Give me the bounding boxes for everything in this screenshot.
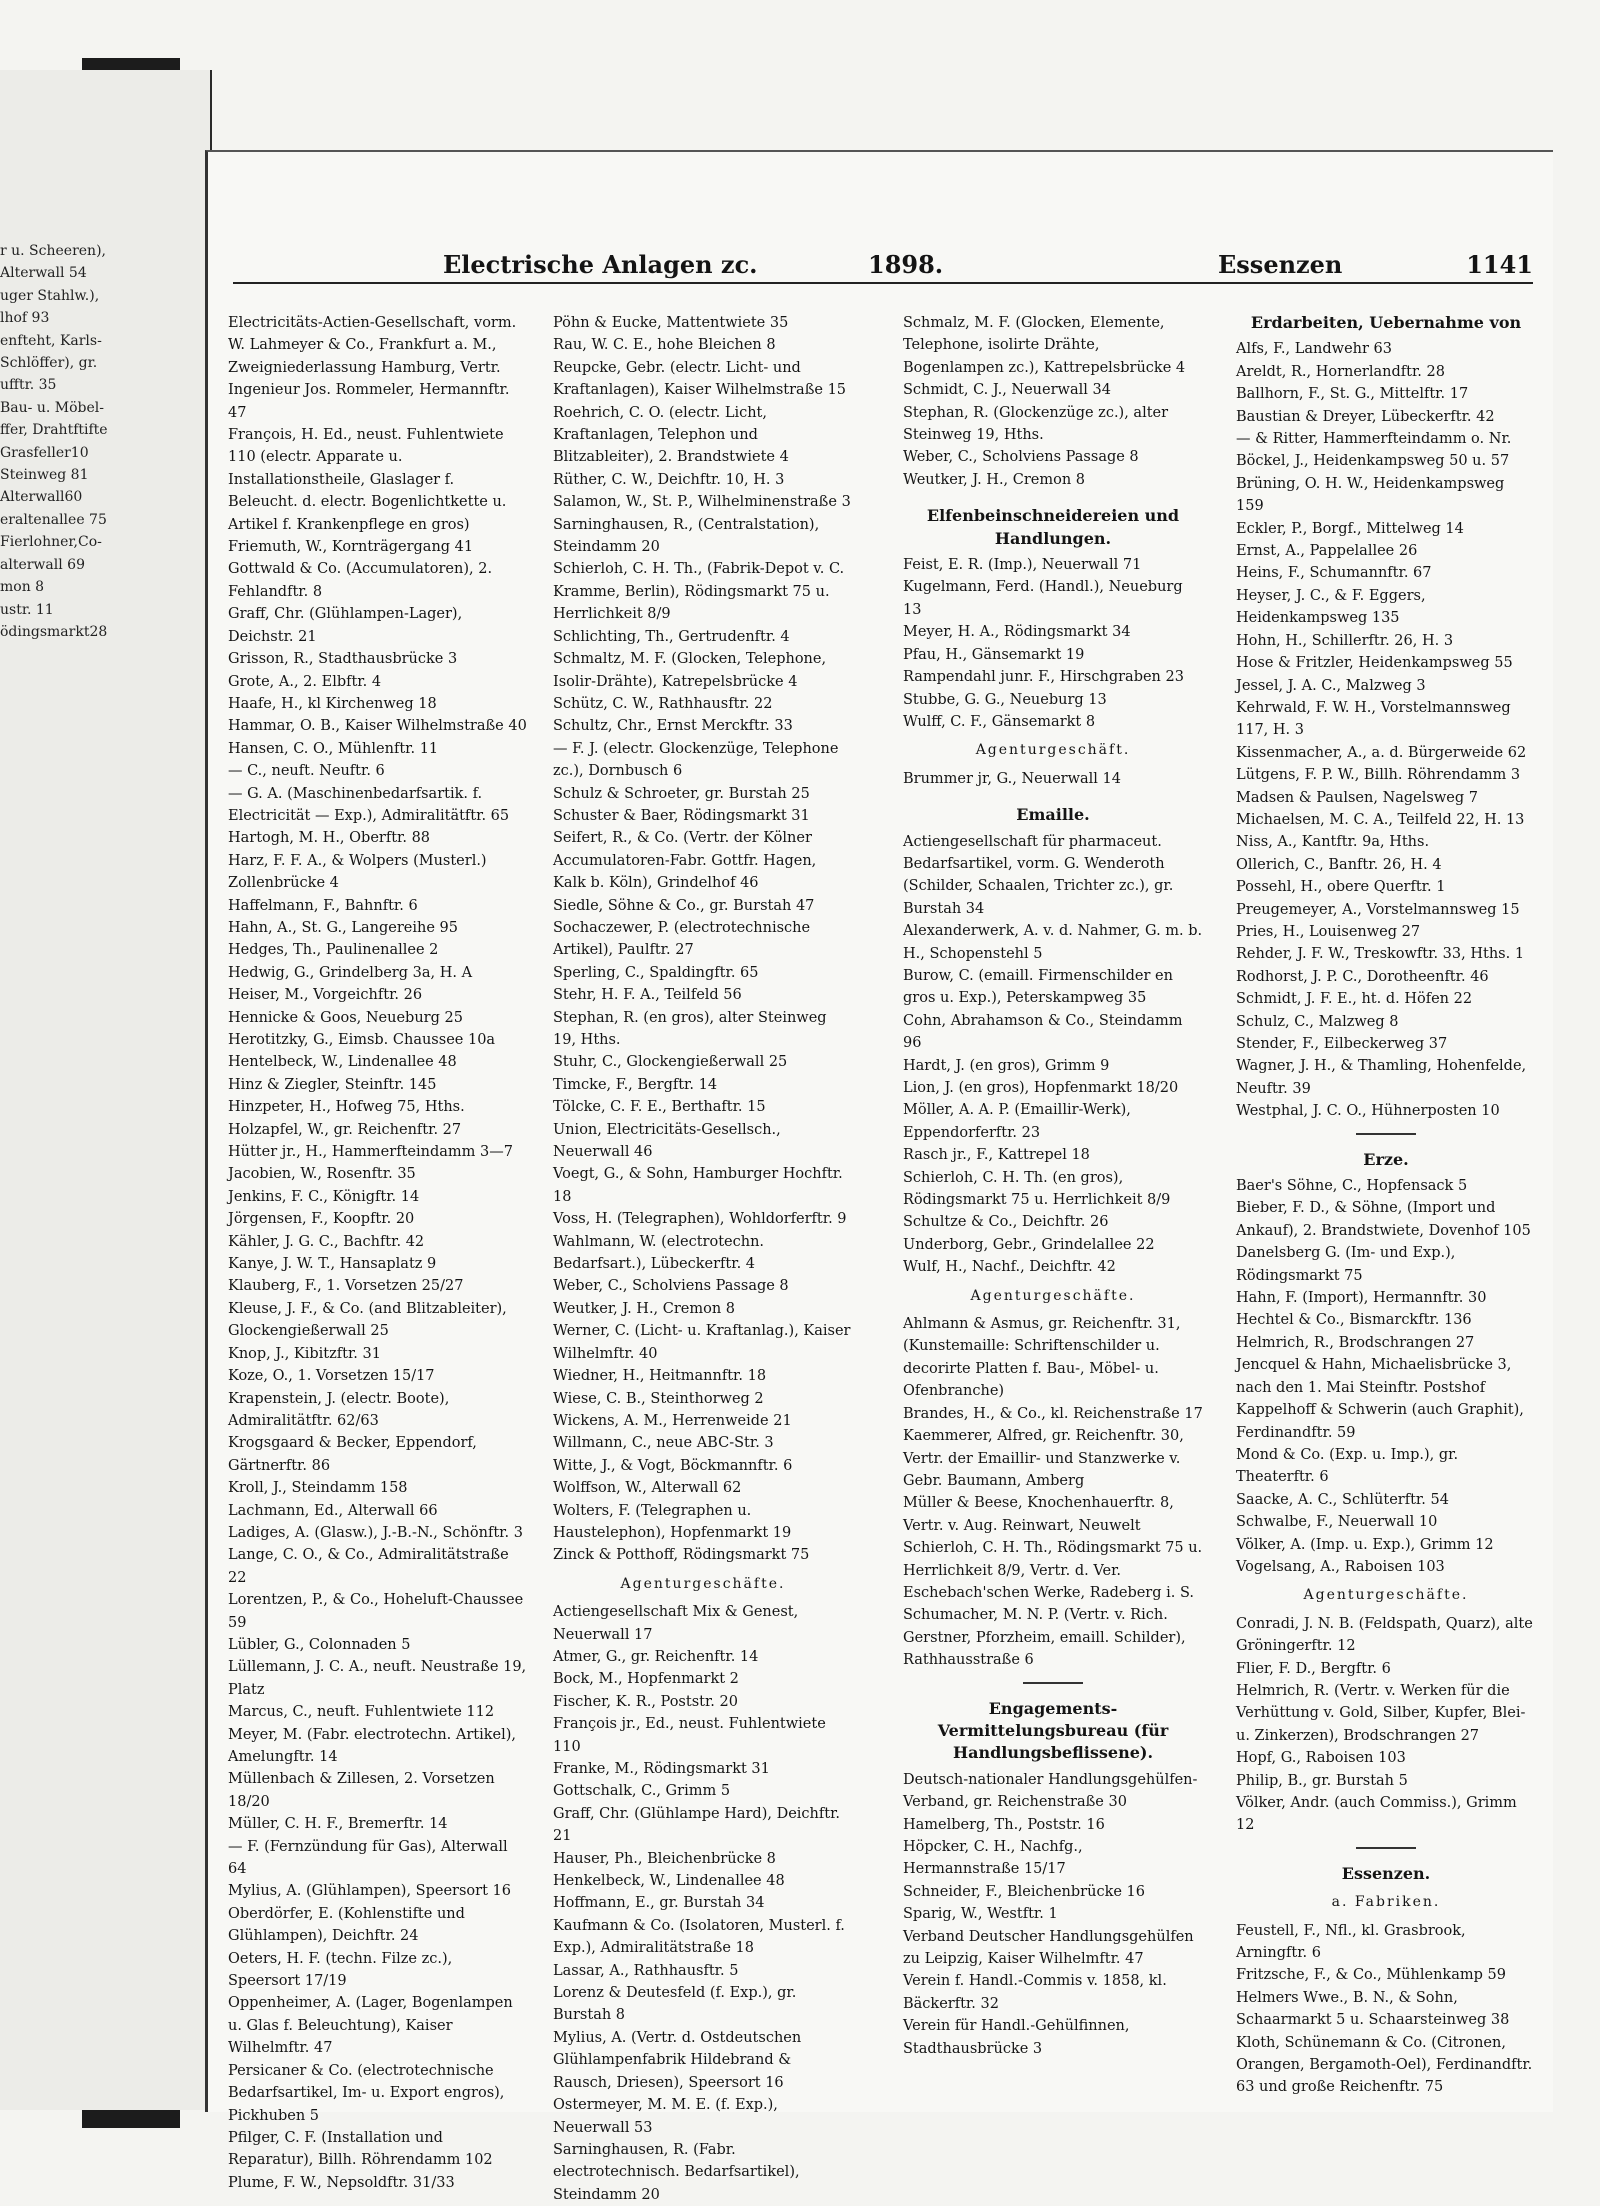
directory-entry: Kanye, J. W. T., Hansaplatz 9: [228, 1256, 437, 1273]
directory-entry: Hardt, J. (en gros), Grimm 9: [903, 1057, 1110, 1074]
directory-entry: Schmalz, M. F. (Glocken, Elemente, Telephone, isolirte Drähte, Bogenlampen zc.), Kattrepelsbrücke 4: [903, 315, 1186, 376]
directory-entry: Kähler, J. G. C., Bachftr. 42: [228, 1233, 425, 1250]
left-page-line: r u. Scheeren),: [0, 243, 106, 259]
directory-entry: Reupcke, Gebr. (electr. Licht- und Kraftanlagen), Kaiser Wilhelmstraße 15: [553, 359, 847, 399]
directory-entry: Niss, A., Kantftr. 9a, Hths.: [1236, 834, 1430, 851]
directory-entry: Wiese, C. B., Steinthorweg 2: [553, 1390, 764, 1407]
directory-entry: Schulz & Schroeter, gr. Burstah 25: [553, 785, 810, 802]
directory-entry: Wolters, F. (Telegraphen u. Haustelephon), Hopfenmarkt 19: [553, 1502, 792, 1541]
directory-entry: Werner, C. (Licht- u. Kraftanlag.), Kaiser Wilhelmftr. 40: [553, 1323, 851, 1362]
directory-entry: Hechtel & Co., Bismarckftr. 136: [1236, 1312, 1472, 1329]
directory-entry: Schwalbe, F., Neuerwall 10: [1236, 1514, 1438, 1531]
directory-entry: Lassar, A., Rathhausftr. 5: [553, 1962, 739, 1979]
header-next-section: Essenzen: [1218, 250, 1343, 279]
directory-entry: Jessel, J. A. C., Malzweg 3: [1236, 677, 1426, 694]
directory-entry: Meyer, M. (Fabr. electrotechn. Artikel), Amelungftr. 14: [228, 1726, 517, 1765]
directory-entry: Kehrwald, F. W. H., Vorstelmannsweg 117, H. 3: [1236, 699, 1511, 739]
directory-entry: Helmers Wwe., B. N., & Sohn, Schaarmarkt 5 u. Schaarsteinweg 38: [1236, 1989, 1510, 2029]
directory-entry: Hentelbeck, W., Lindenallee 48: [228, 1054, 457, 1071]
left-page-line: alterwall 69: [0, 556, 85, 573]
emaille-heading: Emaille.: [1016, 805, 1090, 825]
directory-entry: Roehrich, C. O. (electr. Licht, Kraftanlagen, Telephon und Blitzableiter), 2. Brandstwiete 4: [553, 404, 789, 466]
section-rule: [1356, 1133, 1416, 1135]
directory-entry: Hennicke & Goos, Neueburg 25: [228, 1009, 463, 1026]
directory-entry: Westphal, J. C. O., Hühnerposten 10: [1236, 1103, 1500, 1120]
directory-page: [205, 150, 1553, 2203]
directory-entry: Lüllemann, J. C. A., neuft. Neustraße 19, Platz: [228, 1659, 527, 1698]
directory-entry: Deutsch-nationaler Handlungsgehülfen-Verband, gr. Reichenstraße 30: [903, 1771, 1198, 1811]
directory-entry: Wolffson, W., Alterwall 62: [553, 1480, 742, 1497]
directory-entry: Union, Electricitäts-Gesellsch., Neuerwall 46: [553, 1121, 781, 1161]
directory-entry: Wagner, J. H., & Thamling, Hohenfelde, Neuftr. 39: [1236, 1058, 1527, 1097]
directory-entry: Tölcke, C. F. E., Berthaftr. 15: [553, 1099, 766, 1116]
directory-entry: Actiengesellschaft Mix & Genest, Neuerwall 17: [553, 1604, 799, 1643]
directory-entry: Rehder, J. F. W., Treskowftr. 33, Hths. 1: [1236, 946, 1525, 963]
directory-entry: Oberdörfer, E. (Kohlenstifte und Glühlampen), Deichftr. 24: [228, 1905, 465, 1945]
directory-entry: Hahn, A., St. G., Langereihe 95: [228, 919, 458, 936]
left-page-fragments: [0, 240, 108, 643]
directory-entry: Jacobien, W., Rosenftr. 35: [228, 1166, 416, 1183]
directory-entry: Wiedner, H., Heitmannftr. 18: [553, 1368, 767, 1385]
directory-entry: Pfau, H., Gänsemarkt 19: [903, 646, 1085, 663]
directory-entry: Ostermeyer, M. M. E. (f. Exp.), Neuerwall 53: [553, 2097, 778, 2136]
directory-entry: Müller, C. H. F., Bremerftr. 14: [228, 1816, 448, 1833]
directory-entry: Möller, A. A. P. (Emaillir-Werk), Eppendorferftr. 23: [903, 1102, 1131, 1141]
essenzen-subheading: a. Fabriken.: [1331, 1894, 1441, 1911]
page-number: 1141: [1466, 250, 1533, 279]
ivory-agency-heading: Agenturgeschäft.: [975, 742, 1131, 759]
erze-agency-heading: Agenturgeschäfte.: [1303, 1587, 1469, 1604]
left-page-line: Alterwall60: [0, 489, 83, 506]
directory-entry: Grote, A., 2. Elbftr. 4: [228, 673, 382, 690]
directory-entry: Kissenmacher, A., a. d. Bürgerweide 62: [1236, 744, 1527, 761]
directory-entry: Lorentzen, P., & Co., Hoheluft-Chaussee 59: [228, 1592, 524, 1631]
directory-entry: Hose & Fritzler, Heidenkampsweg 55: [1236, 655, 1513, 672]
directory-entry: Hedwig, G., Grindelberg 3a, H. A: [228, 964, 473, 981]
directory-entry: Schierloh, C. H. Th., (Fabrik-Depot v. C. Kramme, Berlin), Rödingsmarkt 75 u. Herrlichkeit 8/9: [553, 561, 845, 623]
directory-entry: Hamelberg, Th., Poststr. 16: [903, 1816, 1105, 1833]
directory-entry: François, H. Ed., neust. Fuhlentwiete 110 (electr. Apparate u. Installationstheile, Glaslager f. Beleucht. d. electr. Bogenlichtkette u. Artikel f. Krankenpflege en gros): [228, 427, 507, 533]
column-3: [903, 312, 1203, 2060]
left-page-line: Steinweg 81: [0, 467, 89, 484]
directory-entry: François jr., Ed., neust. Fuhlentwiete 110: [553, 1716, 826, 1755]
directory-entry: Wulff, C. F., Gänsemarkt 8: [903, 713, 1096, 730]
directory-entry: Feustell, F., Nfl., kl. Grasbrook, Arningftr. 6: [1236, 1922, 1466, 1962]
directory-entry: Jenkins, F. C., Königftr. 14: [228, 1188, 420, 1205]
directory-entry: Weutker, J. H., Cremon 8: [903, 471, 1086, 488]
directory-entry: Feist, E. R. (Imp.), Neuerwall 71: [903, 557, 1142, 574]
directory-entry: Schierloh, C. H. Th. (en gros), Rödingsmarkt 75 u. Herrlichkeit 8/9: [903, 1169, 1171, 1209]
directory-entry: Eckler, P., Borgf., Mittelweg 14: [1236, 520, 1464, 537]
directory-entry: Mylius, A. (Vertr. d. Ostdeutschen Glühlampenfabrik Hildebrand & Rausch, Driesen), Speersort 16: [553, 2029, 802, 2091]
directory-entry: Rampendahl junr. F., Hirschgraben 23: [903, 669, 1184, 686]
erdarbeiten-heading: Erdarbeiten, Uebernahme von: [1250, 313, 1522, 332]
directory-entry: Hartogh, M. H., Oberftr. 88: [228, 830, 431, 847]
directory-entry: Schütz, C. W., Rathhausftr. 22: [553, 695, 773, 712]
directory-entry: Friemuth, W., Kornträgergang 41: [228, 539, 474, 556]
directory-entry: Jörgensen, F., Koopftr. 20: [228, 1211, 415, 1228]
directory-entry: Rau, W. C. E., hohe Bleichen 8: [553, 337, 776, 354]
directory-entry: Grisson, R., Stadthausbrücke 3: [228, 651, 458, 668]
directory-entry: Ernst, A., Pappelallee 26: [1236, 543, 1418, 560]
directory-entry: Lütgens, F. P. W., Billh. Röhrendamm 3: [1236, 767, 1521, 784]
directory-entry: Hütter jr., H., Hammerfteindamm 3—7: [228, 1144, 513, 1161]
directory-entry: Alexanderwerk, A. v. d. Nahmer, G. m. b. H., Schopenstehl 5: [903, 923, 1203, 962]
header-year: 1898.: [868, 250, 944, 279]
directory-entry: Stuhr, C., Glockengießerwall 25: [553, 1054, 788, 1071]
directory-entry: Ahlmann & Asmus, gr. Reichenftr. 31, (Kunstemaille: Schriftenschilder u. decorirte Platten f. Bau-, Möbel- u. Ofenbranche): [903, 1316, 1181, 1400]
directory-entry: Burow, C. (emaill. Firmenschilder en gros u. Exp.), Peterskampweg 35: [903, 967, 1173, 1007]
directory-entry: Vogelsang, A., Raboisen 103: [1236, 1558, 1445, 1575]
directory-entry: Lion, J. (en gros), Hopfenmarkt 18/20: [903, 1080, 1179, 1096]
directory-entry: Kaemmerer, Alfred, gr. Reichenftr. 30, Vertr. der Emaillir- und Stanzwerke v. Gebr. Baumann, Amberg: [903, 1428, 1184, 1489]
directory-entry: Conradi, J. N. B. (Feldspath, Quarz), alte Gröningerftr. 12: [1236, 1615, 1533, 1655]
directory-entry: Brüning, O. H. W., Heidenkampsweg 159: [1236, 475, 1505, 515]
directory-entry: Bieber, F. D., & Söhne, (Import und Ankauf), 2. Brandstwiete, Dovenhof 105: [1236, 1200, 1531, 1239]
column-2: [553, 312, 853, 2206]
left-page-line: Grasfeller10: [0, 444, 89, 461]
left-page-line: enfteht, Karls-: [0, 332, 102, 349]
directory-entry: Hinzpeter, H., Hofweg 75, Hths.: [228, 1099, 465, 1116]
directory-entry: Kloth, Schünemann & Co. (Citronen, Orangen, Bergamoth-Oel), Ferdinandftr. 63 und große Reichenftr. 75: [1236, 2034, 1533, 2096]
directory-entry: Lange, C. O., & Co., Admiralitätstraße 22: [228, 1547, 509, 1586]
directory-entry: Helmrich, R., Brodschrangen 27: [1236, 1334, 1475, 1351]
directory-entry: Verein für Handl.-Gehülfinnen, Stadthausbrücke 3: [903, 2018, 1130, 2057]
essenzen-heading: Essenzen.: [1341, 1863, 1431, 1883]
directory-entry: Krapenstein, J. (electr. Boote), Admiralitätftr. 62/63: [228, 1390, 450, 1429]
directory-entry: Graff, Chr. (Glühlampen-Lager), Deichstr. 21: [228, 606, 463, 645]
directory-entry: Weber, C., Scholviens Passage 8: [553, 1278, 789, 1295]
directory-entry: Cohn, Abrahamson & Co., Steindamm 96: [903, 1012, 1183, 1052]
directory-entry: Sarninghausen, R. (Fabr. electrotechnisch. Bedarfsartikel), Steindamm 20: [553, 2141, 800, 2203]
directory-entry: — F. (Fernzündung für Gas), Alterwall 64: [228, 1838, 508, 1878]
directory-entry: Schlichting, Th., Gertrudenftr. 4: [553, 628, 790, 645]
directory-entry: Schulz, C., Malzweg 8: [1236, 1013, 1399, 1030]
directory-entry: Schmidt, J. F. E., ht. d. Höfen 22: [1236, 991, 1473, 1008]
directory-entry: Völker, A. (Imp. u. Exp.), Grimm 12: [1236, 1536, 1494, 1553]
directory-entry: Danelsberg G. (Im- und Exp.), Rödingsmarkt 75: [1236, 1245, 1456, 1284]
erze-heading: Erze.: [1363, 1149, 1409, 1169]
directory-entry: Gottschalk, C., Grimm 5: [553, 1783, 731, 1800]
directory-entry: Willmann, C., neue ABC-Str. 3: [553, 1435, 774, 1452]
directory-entry: Underborg, Gebr., Grindelallee 22: [903, 1236, 1155, 1253]
directory-entry: Voss, H. (Telegraphen), Wohldorferftr. 9: [553, 1211, 847, 1228]
directory-entry: Alfs, F., Landwehr 63: [1236, 341, 1392, 358]
directory-entry: Weutker, J. H., Cremon 8: [553, 1300, 736, 1317]
directory-entry: Hansen, C. O., Mühlenftr. 11: [228, 740, 439, 757]
directory-entry: Kappelhoff & Schwerin (auch Graphit), Ferdinandftr. 59: [1236, 1402, 1524, 1441]
directory-entry: Seifert, R., & Co. (Vertr. der Kölner Accumulatoren-Fabr. Gottfr. Hagen, Kalk b. Köln), Grindelhof 46: [553, 830, 817, 892]
directory-entry: Stender, F., Eilbeckerweg 37: [1236, 1036, 1448, 1052]
section-rule: [1023, 1682, 1083, 1684]
directory-entry: Koze, O., 1. Vorsetzen 15/17: [228, 1368, 435, 1385]
directory-entry: Weber, C., Scholviens Passage 8: [903, 449, 1139, 466]
directory-entry: Philip, B., gr. Burstah 5: [1236, 1772, 1408, 1789]
page-header: [233, 242, 1533, 284]
directory-entry: Siedle, Söhne & Co., gr. Burstah 47: [553, 897, 815, 914]
column-1: [228, 312, 528, 2194]
directory-entry: Schultze & Co., Deichftr. 26: [903, 1214, 1109, 1231]
directory-entry: Rodhorst, J. P. C., Dorotheenftr. 46: [1236, 968, 1489, 985]
directory-entry: Hauser, Ph., Bleichenbrücke 8: [553, 1850, 776, 1867]
directory-entry: Michaelsen, M. C. A., Teilfeld 22, H. 13: [1236, 811, 1525, 828]
directory-entry: Possehl, H., obere Querftr. 1: [1236, 879, 1446, 896]
directory-entry: Fritzsche, F., & Co., Mühlenkamp 59: [1236, 1967, 1506, 1984]
directory-entry: — G. A. (Maschinenbedarfsartik. f. Electricität — Exp.), Admiralitätftr. 65: [228, 785, 510, 824]
left-page-line: ustr. 11: [0, 601, 54, 618]
left-page-line: Bau- u. Möbel-: [0, 399, 104, 416]
directory-entry: Schultz, Chr., Ernst Merckftr. 33: [553, 718, 793, 735]
directory-entry: Lachmann, Ed., Alterwall 66: [228, 1502, 438, 1519]
left-page-edge: [0, 70, 212, 2110]
directory-entry: Verband Deutscher Handlungsgehülfen zu Leipzig, Kaiser Wilhelmftr. 47: [903, 1928, 1194, 1968]
directory-entry: Heyser, J. C., & F. Eggers, Heidenkampsweg 135: [1236, 587, 1426, 627]
directory-entry: Stephan, R. (Glockenzüge zc.), alter Steinweg 19, Hths.: [903, 404, 1169, 444]
directory-entry: Schmaltz, M. F. (Glocken, Telephone, Isolir-Drähte), Katrepelsbrücke 4: [553, 651, 827, 690]
directory-entry: Völker, Andr. (auch Commiss.), Grimm 12: [1236, 1795, 1517, 1834]
directory-entry: Salamon, W., St. P., Wilhelminenstraße 3: [553, 494, 851, 511]
directory-entry: Stehr, H. F. A., Teilfeld 56: [553, 987, 742, 1004]
directory-entry: Schuster & Baer, Rödingsmarkt 31: [553, 807, 810, 824]
directory-entry: — F. J. (electr. Glockenzüge, Telephone zc.), Dornbusch 6: [553, 740, 839, 780]
directory-entry: Fischer, K. R., Poststr. 20: [553, 1693, 738, 1710]
directory-entry: Helmrich, R. (Vertr. v. Werken für die Verhüttung v. Gold, Silber, Kupfer, Blei- u. Zinkerzen), Brodschrangen 27: [1236, 1682, 1526, 1744]
directory-entry: Rasch jr., F., Kattrepel 18: [903, 1147, 1090, 1164]
directory-entry: Baustian & Dreyer, Lübeckerftr. 42: [1236, 408, 1495, 425]
directory-entry: Plume, F. W., Nepsoldftr. 31/33: [228, 2174, 455, 2191]
directory-entry: Marcus, C., neuft. Fuhlentwiete 112: [228, 1704, 495, 1721]
directory-entry: Ollerich, C., Banftr. 26, H. 4: [1236, 856, 1442, 873]
directory-entry: Kroll, J., Steindamm 158: [228, 1480, 408, 1497]
directory-entry: Hedges, Th., Paulinenallee 2: [228, 942, 439, 959]
directory-entry: Witte, J., & Vogt, Böckmannftr. 6: [553, 1457, 793, 1474]
directory-entry: Voegt, G., & Sohn, Hamburger Hochftr. 18: [553, 1166, 843, 1205]
directory-entry: Rüther, C. W., Deichftr. 10, H. 3: [553, 471, 785, 488]
directory-entry: Lübler, G., Colonnaden 5: [228, 1636, 411, 1653]
directory-entry: Pries, H., Louisenweg 27: [1236, 923, 1421, 940]
directory-entry: Schumacher, M. N. P. (Vertr. v. Rich. Gerstner, Pforzheim, emaill. Schilder), Rathhausstraße 6: [903, 1607, 1186, 1669]
directory-entry: Höpcker, C. H., Nachfg., Hermannstraße 15/17: [903, 1839, 1083, 1878]
directory-entry: Baer's Söhne, C., Hopfensack 5: [1236, 1178, 1468, 1195]
directory-entry: Müller & Beese, Knochenhauerftr. 8, Vertr. v. Aug. Reinwart, Neuwelt: [903, 1495, 1174, 1534]
emaille-agency-heading: Agenturgeschäfte.: [970, 1287, 1136, 1304]
directory-entry: Saacke, A. C., Schlüterftr. 54: [1236, 1491, 1449, 1508]
directory-entry: Hohn, H., Schillerftr. 26, H. 3: [1236, 632, 1454, 649]
directory-entry: Heins, F., Schumannftr. 67: [1236, 565, 1432, 582]
directory-entry: Ladiges, A. (Glasw.), J.-B.-N., Schönftr. 3: [228, 1524, 523, 1541]
ivory-heading: Elfenbeinschneidereien und Handlungen.: [926, 506, 1180, 548]
directory-entry: Stubbe, G. G., Neueburg 13: [903, 691, 1107, 708]
directory-entry: Hoffmann, E., gr. Burstah 34: [553, 1895, 765, 1912]
directory-entry: Gottwald & Co. (Accumulatoren), 2. Fehlandftr. 8: [228, 561, 493, 600]
directory-entry: Persicaner & Co. (electrotechnische Bedarfsartikel, Im- u. Export engros), Pickhuben 5: [228, 2062, 505, 2124]
directory-entry: Heiser, M., Vorgeichftr. 26: [228, 987, 423, 1004]
directory-entry: Schneider, F., Bleichenbrücke 16: [903, 1883, 1145, 1900]
directory-entry: Areldt, R., Hornerlandftr. 28: [1236, 363, 1445, 380]
directory-entry: Bock, M., Hopfenmarkt 2: [553, 1671, 739, 1688]
directory-entry: Pfilger, C. F. (Installation und Reparatur), Billh. Röhrendamm 102: [228, 2129, 493, 2169]
directory-entry: Electricitäts-Actien-Gesellschaft, vorm. W. Lahmeyer & Co., Frankfurt a. M., Zweigniederlassung Hamburg, Vertr. Ingenieur Jos. Rommeler, Hermannftr. 47: [228, 315, 517, 421]
directory-entry: Zinck & Potthoff, Rödingsmarkt 75: [553, 1547, 810, 1564]
directory-entry: Hahn, F. (Import), Hermannftr. 30: [1236, 1290, 1487, 1307]
directory-entry: Müllenbach & Zillesen, 2. Vorsetzen 18/20: [228, 1771, 495, 1810]
directory-entry: Holzapfel, W., gr. Reichenftr. 27: [228, 1121, 462, 1138]
directory-entry: Meyer, H. A., Rödingsmarkt 34: [903, 624, 1131, 641]
directory-entry: Schierloh, C. H. Th., Rödingsmarkt 75 u. Herrlichkeit 8/9, Vertr. d. Ver. Eschebach'schen Werke, Radeberg i. S.: [903, 1540, 1203, 1601]
directory-entry: Verein f. Handl.-Commis v. 1858, kl. Bäckerftr. 32: [903, 1973, 1167, 2012]
left-page-line: eraltenallee 75: [0, 511, 107, 528]
left-page-line: ödingsmarkt28: [0, 623, 108, 640]
directory-entry: Klauberg, F., 1. Vorsetzen 25/27: [228, 1278, 464, 1295]
left-page-line: Alterwall 54: [0, 265, 87, 282]
directory-entry: Franke, M., Rödingsmarkt 31: [553, 1761, 770, 1777]
directory-entry: Lorenz & Deutesfeld (f. Exp.), gr. Burstah 8: [553, 1985, 797, 2024]
directory-entry: Sparig, W., Westftr. 1: [903, 1906, 1058, 1923]
directory-entry: Wulf, H., Nachf., Deichftr. 42: [903, 1259, 1116, 1276]
directory-entry: Knop, J., Kibitzftr. 31: [228, 1345, 381, 1362]
directory-entry: Jencquel & Hahn, Michaelisbrücke 3, nach den 1. Mai Steinftr. Postshof: [1236, 1357, 1512, 1396]
directory-entry: Oeters, H. F. (techn. Filze zc.), Speersort 17/19: [228, 1950, 453, 1990]
directory-entry: — C., neuft. Neuftr. 6: [228, 763, 385, 780]
directory-entry: Mond & Co. (Exp. u. Imp.), gr. Theaterftr. 6: [1236, 1446, 1459, 1486]
directory-entry: Atmer, G., gr. Reichenftr. 14: [553, 1648, 759, 1665]
directory-entry: Flier, F. D., Bergftr. 6: [1236, 1660, 1391, 1677]
directory-entry: Henkelbeck, W., Lindenallee 48: [553, 1873, 785, 1890]
left-page-line: Fierlohner,Co-: [0, 534, 102, 551]
directory-entry: Herotitzky, G., Eimsb. Chaussee 10a: [228, 1032, 496, 1048]
directory-entry: Preugemeyer, A., Vorstelmannsweg 15: [1236, 901, 1520, 918]
directory-entry: Kugelmann, Ferd. (Handl.), Neueburg 13: [903, 579, 1183, 618]
column-4: [1236, 312, 1536, 2099]
directory-entry: Ballhorn, F., St. G., Mittelftr. 17: [1236, 386, 1469, 403]
directory-entry: Böckel, J., Heidenkampsweg 50 u. 57: [1236, 453, 1510, 470]
agency-heading: Agenturgeschäfte.: [620, 1575, 786, 1592]
directory-entry: Brummer jr, G., Neuerwall 14: [903, 770, 1122, 787]
left-page-line: Schlöffer), gr.: [0, 355, 98, 372]
directory-entry: Hammar, O. B., Kaiser Wilhelmstraße 40: [228, 718, 527, 735]
directory-entry: Pöhn & Eucke, Mattentwiete 35: [553, 315, 789, 331]
directory-entry: Sochaczewer, P. (electrotechnische Artikel), Paulftr. 27: [553, 919, 811, 959]
directory-entry: Kaufmann & Co. (Isolatoren, Musterl. f. Exp.), Admiralitätstraße 18: [553, 1917, 845, 1957]
left-page-line: ufftr. 35: [0, 377, 57, 394]
left-page-line: uger Stahlw.),: [0, 287, 100, 304]
directory-entry: Sperling, C., Spaldingftr. 65: [553, 964, 759, 981]
engagement-heading: Engagements-Vermittelungsbureau (für Handlungsbeflissene).: [937, 1698, 1169, 1763]
left-page-line: ffer, Drahtftifte: [0, 422, 108, 439]
directory-entry: Graff, Chr. (Glühlampe Hard), Deichftr. 21: [553, 1805, 841, 1845]
directory-entry: — & Ritter, Hammerfteindamm o. Nr.: [1236, 431, 1512, 448]
directory-entry: Haffelmann, F., Bahnftr. 6: [228, 897, 418, 914]
directory-entry: Hinz & Ziegler, Steinftr. 145: [228, 1076, 437, 1093]
section-rule: [1356, 1847, 1416, 1849]
directory-entry: Harz, F. F. A., & Wolpers (Musterl.) Zollenbrücke 4: [228, 852, 487, 892]
directory-entry: Kleuse, J. F., & Co. (and Blitzableiter), Glockengießerwall 25: [228, 1300, 507, 1340]
directory-entry: Krogsgaard & Becker, Eppendorf, Gärtnerftr. 86: [228, 1435, 477, 1474]
directory-entry: Wahlmann, W. (electrotechn. Bedarfsart.), Lübeckerftr. 4: [553, 1233, 765, 1273]
directory-entry: Sarninghausen, R., (Centralstation), Steindamm 20: [553, 516, 820, 556]
directory-entry: Hopf, G., Raboisen 103: [1236, 1750, 1406, 1767]
left-page-line: lhof 93: [0, 310, 50, 327]
directory-entry: Actiengesellschaft für pharmaceut. Bedarfsartikel, vorm. G. Wenderoth (Schilder, Schaalen, Trichter zc.), gr. Burstah 34: [903, 833, 1174, 917]
directory-entry: Stephan, R. (en gros), alter Steinweg 19, Hths.: [553, 1009, 827, 1048]
directory-entry: Schmidt, C. J., Neuerwall 34: [903, 382, 1111, 399]
left-page-line: mon 8: [0, 579, 45, 596]
directory-entry: Timcke, F., Bergftr. 14: [553, 1076, 718, 1093]
directory-entry: Brandes, H., & Co., kl. Reichenstraße 17: [903, 1405, 1203, 1422]
directory-entry: Wickens, A. M., Herrenweide 21: [553, 1412, 792, 1429]
directory-entry: Mylius, A. (Glühlampen), Speersort 16: [228, 1883, 511, 1900]
header-section-title: Electrische Anlagen zc.: [443, 250, 758, 279]
directory-entry: Oppenheimer, A. (Lager, Bogenlampen u. Glas f. Beleuchtung), Kaiser Wilhelmftr. 47: [228, 1995, 513, 2057]
directory-entry: Haafe, H., kl Kirchenweg 18: [228, 695, 437, 712]
directory-entry: Madsen & Paulsen, Nagelsweg 7: [1236, 789, 1478, 806]
